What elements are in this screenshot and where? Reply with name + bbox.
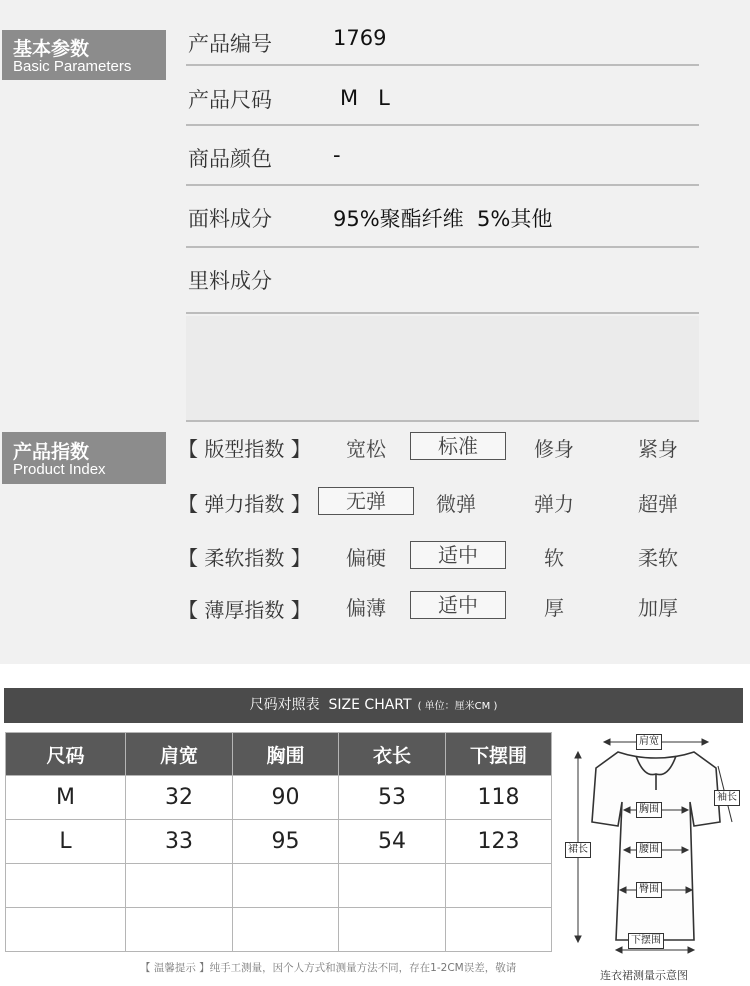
table-cell (446, 908, 552, 952)
param-label: 商品颜色 (188, 147, 272, 171)
table-cell: 95 (233, 820, 339, 864)
param-row-fabric (186, 186, 699, 248)
table-cell (233, 864, 339, 908)
diagram-label-hem: 下摆围 (628, 933, 664, 949)
param-row-product-code (186, 6, 699, 66)
index-option: 软 (544, 546, 564, 570)
size-table-header: 下摆围 (446, 733, 552, 776)
product-index-title-cn: 产品指数 (13, 441, 90, 463)
table-row (6, 820, 552, 864)
table-cell: M (6, 776, 126, 820)
diagram-label-shoulder: 肩宽 (636, 734, 662, 750)
index-label: 【 薄厚指数 】 (178, 598, 311, 622)
table-cell (6, 908, 126, 952)
index-option: 厚 (544, 596, 564, 620)
table-row (6, 908, 552, 952)
diagram-caption: 连衣裙测量示意图 (600, 969, 688, 982)
diagram-label-hip: 臀围 (636, 882, 662, 898)
index-option: 加厚 (638, 596, 678, 620)
param-row-color (186, 126, 699, 186)
basic-parameters-title-en: Basic Parameters (13, 58, 132, 75)
index-label: 【 版型指数 】 (178, 437, 311, 461)
table-cell: 118 (446, 776, 552, 820)
table-cell: 32 (126, 776, 233, 820)
index-option: 偏硬 (346, 546, 386, 570)
size-table-header: 胸围 (233, 733, 339, 776)
index-option-selected: 适中 (410, 541, 506, 569)
product-index-title-en: Product Index (13, 461, 106, 478)
index-option-selected: 标准 (410, 432, 506, 460)
table-cell (339, 908, 446, 952)
table-cell (233, 908, 339, 952)
index-label: 【 柔软指数 】 (178, 546, 311, 570)
table-row (6, 776, 552, 820)
size-chart-footnote: 【 温馨提示 】纯手工测量，因个人方式和测量方法不同，存在1-2CM误差，敬请 (140, 962, 517, 974)
param-value: 95%聚酯纤维 5%其他 (333, 207, 553, 231)
size-table-header: 衣长 (339, 733, 446, 776)
size-table (5, 732, 552, 952)
index-option: 偏薄 (346, 596, 386, 620)
diagram-label-chest: 胸围 (636, 802, 662, 818)
table-cell (126, 908, 233, 952)
table-cell (339, 864, 446, 908)
table-cell (126, 864, 233, 908)
index-option: 紧身 (638, 437, 678, 461)
param-value: - (333, 143, 341, 167)
index-option: 微弹 (436, 492, 476, 516)
table-cell: 123 (446, 820, 552, 864)
table-cell (6, 864, 126, 908)
param-row-size (186, 66, 699, 126)
size-table-header: 尺码 (6, 733, 126, 776)
table-cell (446, 864, 552, 908)
index-option: 弹力 (534, 492, 574, 516)
diagram-label-sleeve: 袖长 (714, 790, 740, 806)
index-option-selected: 适中 (410, 591, 506, 619)
index-option: 宽松 (346, 437, 386, 461)
table-cell: L (6, 820, 126, 864)
dress-measurement-diagram (566, 730, 746, 964)
param-row-lining (186, 248, 699, 314)
basic-parameters-title-cn: 基本参数 (13, 38, 90, 60)
diagram-label-waist: 腰围 (636, 842, 662, 858)
basic-parameters-tag (2, 30, 166, 80)
index-option: 修身 (534, 437, 574, 461)
index-option: 柔软 (638, 546, 678, 570)
size-chart-header (4, 688, 743, 723)
size-chart-title: 尺码对照表 SIZE CHART (249, 697, 412, 713)
table-row (6, 864, 552, 908)
index-label: 【 弹力指数 】 (178, 492, 311, 516)
table-cell: 33 (126, 820, 233, 864)
table-cell: 54 (339, 820, 446, 864)
divider (186, 312, 699, 314)
table-cell: 90 (233, 776, 339, 820)
table-cell: 53 (339, 776, 446, 820)
param-label: 面料成分 (188, 207, 272, 231)
size-table-header-row (6, 733, 552, 776)
size-table-header: 肩宽 (126, 733, 233, 776)
product-index-tag (2, 432, 166, 484)
blank-area (186, 316, 699, 422)
param-value: M L (340, 86, 390, 110)
index-option-selected: 无弹 (318, 487, 414, 515)
param-value: 1769 (333, 26, 387, 50)
index-option: 超弹 (638, 492, 678, 516)
param-label: 里料成分 (188, 269, 272, 293)
param-label: 产品编号 (188, 32, 272, 56)
param-label: 产品尺码 (188, 88, 272, 112)
diagram-label-length: 裙长 (565, 842, 591, 858)
size-chart-unit: ( 单位：厘米CM ) (417, 701, 498, 712)
